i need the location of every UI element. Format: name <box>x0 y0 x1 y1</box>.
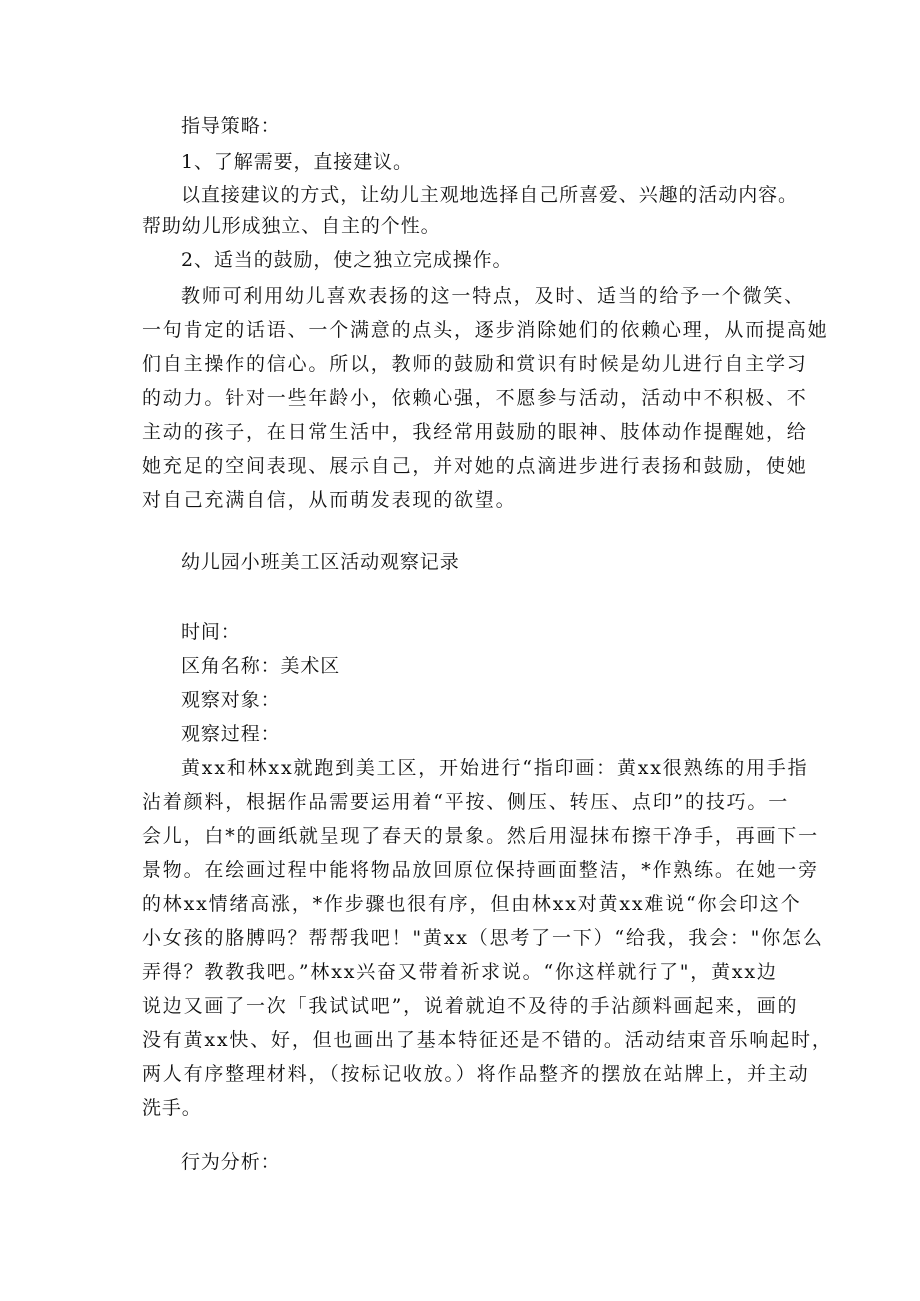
process-body-line: 弄得？教教我吧。”林xx兴奋又带着祈求说。“你这样就行了"，黄xx边 <box>142 961 778 983</box>
strategy-1-title: 1、了解需要，直接建议。 <box>181 151 413 173</box>
strategy-2-body-line: 一句肯定的话语、一个满意的点头，逐步消除她们的依赖心理，从而提高她 <box>142 319 829 341</box>
strategy-2-title: 2、适当的鼓励，使之独立完成操作。 <box>181 249 513 271</box>
strategy-2-body-line: 主动的孩子，在日常生活中，我经常用鼓励的眼神、肢体动作提醒她，给 <box>142 421 808 443</box>
target-label: 观察对象： <box>181 689 281 711</box>
process-body-line: 会儿，白*的画纸就呈现了春天的景象。然后用湿抹布擦干净手，再画下一 <box>142 825 819 847</box>
process-body-line: 黄xx和林xx就跑到美工区，开始进行“指印画：黄xx很熟练的用手指 <box>181 757 809 779</box>
strategy-2-body-line: 她充足的空间表现、展示自己，并对她的点滴进步进行表扬和鼓励，使她 <box>142 455 808 477</box>
time-label: 时间： <box>181 621 241 643</box>
process-label: 观察过程： <box>181 723 281 745</box>
strategy-2-body-line: 的动力。针对一些年龄小，依赖心强，不愿参与活动，活动中不积极、不 <box>142 387 808 409</box>
process-body-line: 景物。在绘画过程中能将物品放回原位保持画面整洁，*作熟练。在她一旁 <box>142 859 819 881</box>
process-body-line: 沾着颜料，根据作品需要运用着“平按、侧压、转压、点印”的技巧。一 <box>142 791 790 813</box>
analysis-label: 行为分析： <box>181 1151 281 1173</box>
record-title: 幼儿园小班美工区活动观察记录 <box>181 551 460 573</box>
strategy-2-body-line: 教师可利用幼儿喜欢表扬的这一特点，及时、适当的给予一个微笑、 <box>181 285 806 307</box>
process-body-line: 小女孩的胳膊吗？帮帮我吧！"黄xx（思考了一下）“给我，我会："你怎么 <box>142 927 824 949</box>
process-body-line: 没有黄xx快、好，但也画出了基本特征还是不错的。活动结束音乐响起时， <box>142 1029 833 1051</box>
area-label: 区角名称：美术区 <box>181 655 341 677</box>
strategy-1-body-line: 帮助幼儿形成独立、自主的个性。 <box>142 215 441 237</box>
strategy-heading: 指导策略： <box>181 115 281 137</box>
process-body-line: 洗手。 <box>142 1097 202 1119</box>
strategy-2-body-line: 对自己充满自信，从而萌发表现的欲望。 <box>142 489 517 511</box>
process-body-line: 的林xx情绪高涨，*作步骤也很有序，但由林xx对黄xx难说“你会印这个 <box>142 893 802 915</box>
strategy-1-body-line: 以直接建议的方式，让幼儿主观地选择自己所喜爱、兴趣的活动内容。 <box>181 184 798 206</box>
process-body-line: 两人有序整理材料，（按标记收放。）将作品整齐的摆放在站牌上，并主动 <box>142 1063 810 1085</box>
strategy-2-body-line: 们自主操作的信心。所以，教师的鼓励和赏识有时候是幼儿进行自主学习 <box>142 353 808 375</box>
process-body-line: 说边又画了一次「我试试吧”，说着就迫不及待的手沾颜料画起来，画的 <box>142 995 799 1017</box>
